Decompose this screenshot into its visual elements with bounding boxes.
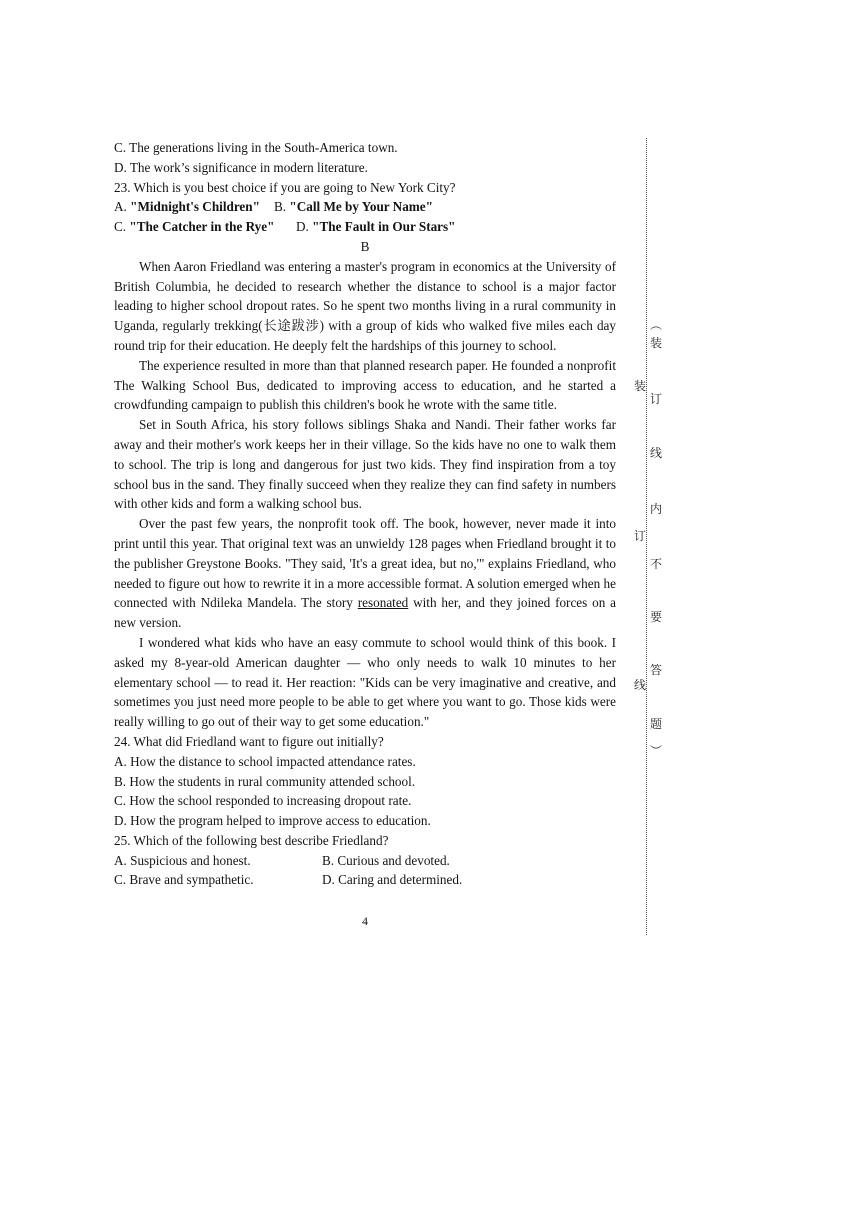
question-23-option-d [296,217,456,237]
page-number: 4 [362,914,368,928]
binding-open-paren: ︵ [650,318,663,332]
question-25-options-row-1 [114,851,616,871]
option-b-letter: B. [274,199,287,215]
question-24-stem: 24. What did Friedland want to figure out initially? [114,733,384,749]
binding-char-yao: 要 [650,610,663,624]
question-25-option-b: B. Curious and devoted. [322,852,450,868]
passage-paragraph-5: I wondered what kids who have an easy commute to school would think of this book. I asked my 8-year-old American daughter — who only needs to walk 10 minutes to her elementary school — to read it. Her reaction: "Kids can be very imaginative and creative, and sometimes you just need more people to be able to get where you want to go. Those kids were really willing to go out of their way to get some education." [114,634,616,730]
binding-char-zhuang-2: 装 [634,379,647,393]
question-24-option-d: D. How the program helped to improve access to education. [114,813,431,829]
underlined-word: resonated [357,595,409,611]
binding-char-nei: 内 [650,502,663,516]
paragraph-4-text-after: with her, and they joined forces on a new version. [114,595,616,631]
option-b-title: "Call Me by Your Name" [289,199,433,215]
question-24-option-a: A. How the distance to school impacted attendance rates. [114,753,416,769]
option-c-prev: C. The generations living in the South-America town. [114,140,398,155]
question-23-options-row-2 [114,217,616,237]
binding-char-bu: 不 [650,557,663,571]
binding-char-xian: 线 [650,446,663,460]
option-d-prev: D. The work’s significance in modern literature. [114,159,368,175]
question-25-stem: 25. Which of the following best describe Friedland? [114,832,389,848]
binding-char-ding: 订 [650,392,663,406]
question-25-option-c: C. Brave and sympathetic. [114,872,254,888]
passage-paragraph-4 [114,514,616,633]
binding-char-xian-2: 线 [634,678,647,692]
option-a-letter: A. [114,199,127,215]
binding-char-zhuang: 装 [650,336,663,350]
option-c-letter: C. [114,219,127,235]
page-content [114,138,616,890]
option-d-title: "The Fault in Our Stars" [312,219,456,235]
question-25-option-a: A. Suspicious and honest. [114,852,251,868]
option-a-title: "Midnight's Children" [130,199,260,215]
passage-paragraph-3: Set in South Africa, his story follows siblings Shaka and Nandi. Their father works far away and their mother's work keeps her in their village. So the kids have no one to walk them to school. The trip is long and dangerous for just two kids. They find inspiration from a toy school bus in the sand. They finally succeed when they realize they can find safety in numbers with other kids and form a walking school bus. [114,417,616,512]
paragraph-4-text-before: Over the past few years, the nonprofit took off. The book, however, never made it into print until this year. That original text was an unwieldy 128 pages when Friedland brought it to the publisher Greystone Books. "They said, 'It's a great idea, but no,'" explains Friedland, who needed to figure out how to rewrite it in a more accessible format. A solution emerged when he connected with Ndileka Mandela. The story [114,516,616,611]
passage-paragraph-1: When Aaron Friedland was entering a master's program in economics at the University of British Columbia, he decided to research whether the distance to school is a major factor leading to higher school dropout rates. So he spent two months living in a rural community in Uganda, regularly trekking(长途跋涉) with a group of kids who walked five miles each day round trip for their education. He deeply felt the hardships of this journey to school. [114,258,616,353]
question-25-option-d: D. Caring and determined. [322,872,463,888]
binding-char-ding-2: 订 [634,529,647,543]
binding-char-ti: 题 [650,717,663,731]
question-24-option-b: B. How the students in rural community attended school. [114,773,416,789]
question-23-option-c [114,217,296,237]
section-heading: B [360,238,370,254]
passage-paragraph-2: The experience resulted in more than that planned research paper. He founded a nonprofit The Walking School Bus, dedicated to improving access to education, and he started a crowdfunding campaign to publish this children's book he wrote with the same title. [114,357,616,413]
option-d-letter: D. [296,219,309,235]
option-c-title: "The Catcher in the Rye" [129,219,275,235]
question-23-option-b [274,197,433,217]
binding-char-da: 答 [650,663,663,677]
question-24-option-c: C. How the school responded to increasing dropout rate. [114,793,412,809]
question-25-options-row-2 [114,870,616,890]
question-23-stem: 23. Which is you best choice if you are going to New York City? [114,179,456,195]
binding-close-paren: ︶ [650,744,663,758]
binding-dotted-line [646,138,647,935]
question-23-option-a [114,197,274,217]
question-23-options-row-1 [114,197,616,217]
